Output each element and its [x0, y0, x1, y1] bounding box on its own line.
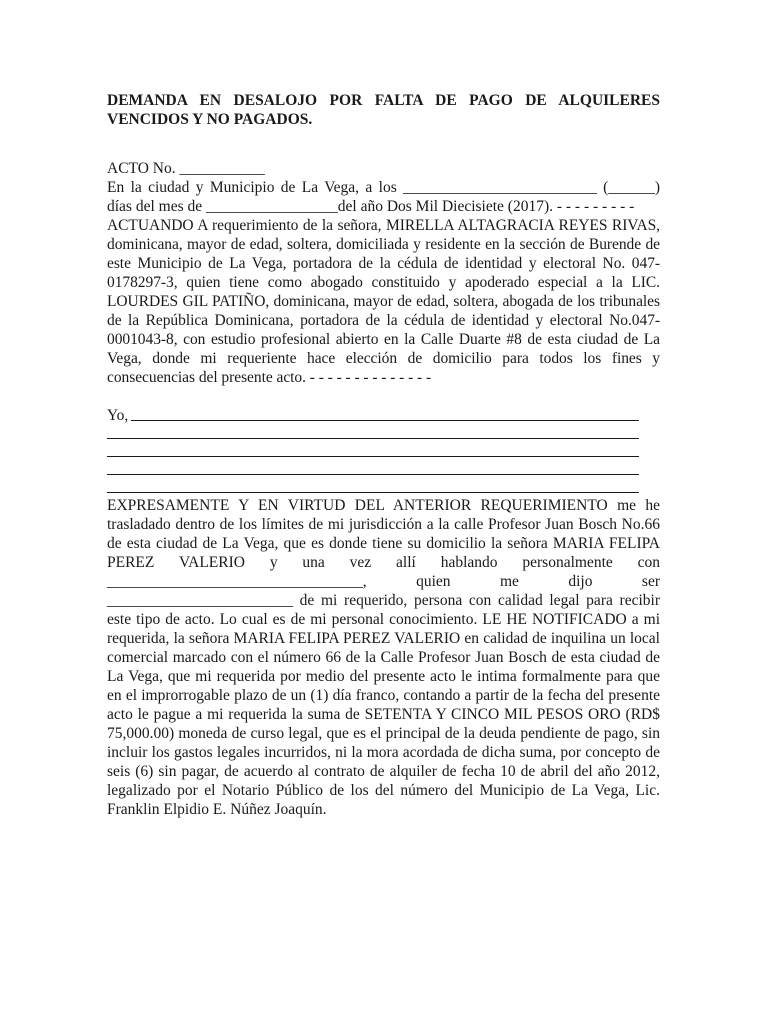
yo-label: Yo,: [107, 407, 129, 424]
yo-line: [107, 406, 660, 424]
document-title: DEMANDA EN DESALOJO POR FALTA DE PAGO DE ALQUILERES VENCIDOS Y NO PAGADOS.: [107, 92, 660, 128]
blank-line: [107, 492, 639, 493]
acto-number-line: ACTO No. ___________: [107, 160, 265, 177]
blank-line: [131, 420, 639, 421]
blank-line-row: [107, 460, 660, 478]
blank-line-row: [107, 442, 660, 460]
document-page: [107, 92, 660, 819]
blank-line-row: [107, 478, 660, 496]
expresamente-paragraph: EXPRESAMENTE Y EN VIRTUD DEL ANTERIOR REQUERIMIENTO me he trasladado dentro de los límites de mi jurisdicción a la calle Profesor Juan Bosch No.66 de esta ciudad de La Vega, que es donde tiene su domicilio la señora MARIA FELIPA PEREZ VALERIO y una vez allí hablando personalmente con _________________________________, quien me dijo ser ________________________ de mi requerido, persona con calidad legal para recibir este tipo de acto. Lo cual es de mi personal conocimiento. LE HE NOTIFICADO a mi requerida, la señora MARIA FELIPA PEREZ VALERIO en calidad de inquilina un local comercial marcado con el número 66 de la Calle Profesor Juan Bosch de esta ciudad de La Vega, que mi requerida por medio del presente acto le intima formalmente para que en el improrrogable plazo de un (1) día franco, contando a partir de la fecha del presente acto le pague a mi requerida la suma de SETENTA Y CINCO MIL PESOS ORO (RD$ 75,000.00) moneda de curso legal, que es el principal de la deuda pendiente de pago, sin incluir los gastos legales incurridos, ni la mora acordada de dicha suma, por concepto de seis (6) sin pagar, de acuerdo al contrato de alquiler de fecha 10 de abril del año 2012, legalizado por el Notario Público de los del número del Municipio de La Vega, Lic. Franklin Elpidio E. Núñez Joaquín.: [107, 497, 660, 818]
blank-line-row: [107, 424, 660, 442]
actuando-paragraph: ACTUANDO A requerimiento de la señora, MIRELLA ALTAGRACIA REYES RIVAS, dominicana, mayor de edad, soltera, domiciliada y residente en la sección de Burende de este Municipio de La Vega, portadora de la cédula de identidad y electoral No. 047-0178297-3, quien tiene como abogado constituido y apoderado especial a la LIC. LOURDES GIL PATIÑO, dominicana, mayor de edad, soltera, abogada de los tribunales de la República Dominicana, portadora de la cédula de identidad y electoral No.047-0001043-8, con estudio profesional abierto en la Calle Duarte #8 de esta ciudad de La Vega, donde mi requeriente hace elección de domicilio para todos los fines y consecuencias del presente acto. - - - - - - - - - - - - - -: [107, 217, 660, 386]
blank-line: [107, 474, 639, 475]
blank-line: [107, 456, 639, 457]
yo-signature-block: [107, 406, 660, 496]
blank-line: [107, 438, 639, 439]
intro-paragraph: En la ciudad y Municipio de La Vega, a los _________________________ (______) días del mes de _________________del año Dos Mil Diecisiete (2017). - - - - - - - - -: [107, 179, 660, 215]
